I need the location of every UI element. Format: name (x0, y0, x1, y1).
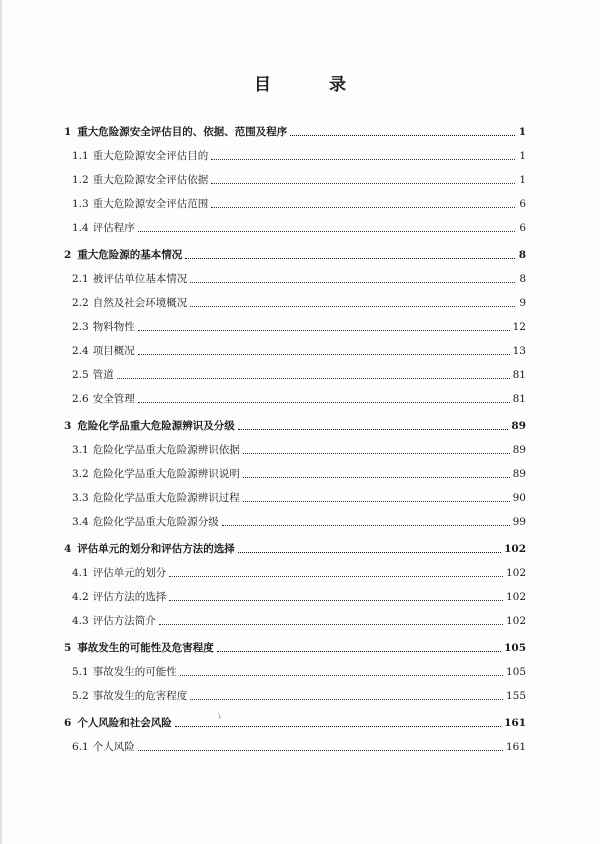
toc-entry-number: 3 (64, 420, 72, 432)
toc-entry-label: 危险化学品重大危险源辨识说明 (92, 468, 240, 480)
toc-entry-label: 重大危险源的基本情况 (77, 249, 183, 261)
toc-entry-label: 危险化学品重大危险源辨识过程 (92, 492, 240, 504)
toc-entry-number: 4.1 (72, 567, 89, 579)
toc-page-number: 161 (504, 717, 526, 729)
toc-dot-leader (180, 675, 503, 676)
toc-section-row (64, 174, 526, 187)
toc-entry-number: 2.4 (72, 345, 89, 357)
toc-entry-number: 2 (64, 249, 72, 261)
toc-page-number: 89 (512, 444, 526, 456)
toc-dot-leader (159, 624, 503, 625)
toc-entry-number: 2.1 (72, 273, 89, 285)
toc-dot-leader (211, 159, 515, 160)
toc-page-number: 8 (519, 273, 526, 285)
toc-page-number: 102 (505, 567, 526, 579)
toc-dot-leader (190, 699, 503, 700)
toc-dot-leader (211, 183, 515, 184)
toc-dot-leader (243, 477, 510, 478)
toc-page-number: 102 (505, 615, 526, 627)
toc-entry-label: 评估程序 (92, 222, 135, 234)
page-title: 目 录 (254, 75, 372, 95)
toc-section-row (64, 567, 526, 580)
toc-entry-number: 3.2 (72, 468, 89, 480)
toc-entry-label: 危险化学品重大危险源分级 (92, 516, 219, 528)
toc-entry-number: 3.3 (72, 492, 89, 504)
toc-dot-leader (190, 306, 515, 307)
toc-entry-number: 2.2 (72, 297, 89, 309)
toc-page-number: 102 (504, 543, 526, 555)
table-of-contents (64, 126, 526, 754)
toc-section-row (64, 741, 526, 754)
toc-dot-leader (211, 207, 515, 208)
toc-page-number: 155 (505, 690, 526, 702)
toc-dot-leader (175, 726, 501, 727)
toc-page-number: 81 (512, 393, 526, 405)
toc-dot-leader (117, 378, 510, 379)
toc-entry-label: 事故发生的可能性 (92, 666, 177, 678)
toc-dot-leader (138, 750, 503, 751)
toc-dot-leader (238, 552, 501, 553)
toc-entry-number: 5 (64, 642, 72, 654)
toc-dot-leader (238, 429, 509, 430)
toc-section-row (64, 615, 526, 628)
toc-page-number: 8 (518, 249, 526, 261)
toc-entry-label: 自然及社会环境概况 (92, 297, 188, 309)
toc-entry-number: 1.3 (72, 198, 89, 210)
toc-entry-number: 4 (64, 543, 72, 555)
toc-dot-leader (138, 402, 510, 403)
toc-entry-label: 个人风险 (92, 741, 135, 753)
toc-chapter-row (64, 420, 526, 433)
toc-entry-number: 6 (64, 717, 72, 729)
toc-entry-label: 事故发生的可能性及危害程度 (77, 642, 214, 654)
toc-dot-leader (222, 525, 510, 526)
toc-section-row (64, 345, 526, 358)
scan-speck-mark: ↘ (214, 710, 225, 721)
toc-entry-number: 3.1 (72, 444, 89, 456)
toc-entry-number: 5.1 (72, 666, 89, 678)
toc-section-row (64, 468, 526, 481)
toc-section-row (64, 150, 526, 163)
toc-dot-leader (190, 282, 515, 283)
toc-entry-label: 重大危险源安全评估目的、依据、范围及程序 (77, 126, 288, 138)
toc-entry-label: 管道 (92, 369, 114, 381)
toc-page-number: 6 (519, 222, 526, 234)
toc-section-row (64, 666, 526, 679)
toc-entry-label: 安全管理 (92, 393, 135, 405)
toc-section-row (64, 690, 526, 703)
toc-entry-label: 危险化学品重大危险源辨识依据 (92, 444, 240, 456)
toc-entry-number: 4.2 (72, 591, 89, 603)
toc-entry-number: 1 (64, 126, 72, 138)
toc-chapter-row (64, 249, 526, 262)
toc-entry-label: 重大危险源安全评估范围 (92, 198, 209, 210)
toc-entry-label: 重大危险源安全评估目的 (92, 150, 209, 162)
toc-entry-number: 6.1 (72, 741, 89, 753)
toc-entry-label: 评估方法简介 (92, 615, 156, 627)
toc-section-row (64, 516, 526, 529)
toc-entry-label: 被评估单位基本情况 (92, 273, 188, 285)
toc-section-row (64, 273, 526, 286)
toc-page-number: 105 (505, 666, 526, 678)
toc-entry-number: 2.5 (72, 369, 89, 381)
toc-entry-label: 事故发生的危害程度 (92, 690, 188, 702)
toc-entry-label: 评估单元的划分和评估方法的选择 (77, 543, 235, 555)
toc-entry-label: 重大危险源安全评估依据 (92, 174, 209, 186)
toc-dot-leader (138, 231, 515, 232)
toc-entry-label: 评估方法的选择 (92, 591, 167, 603)
toc-section-row (64, 492, 526, 505)
toc-page-number: 99 (512, 516, 526, 528)
toc-dot-leader (217, 651, 501, 652)
toc-dot-leader (138, 330, 510, 331)
toc-dot-leader (243, 501, 510, 502)
toc-entry-label: 个人风险和社会风险 (77, 717, 172, 729)
toc-entry-number: 1.2 (72, 174, 89, 186)
toc-entry-label: 物料物性 (92, 321, 135, 333)
toc-dot-leader (243, 453, 510, 454)
toc-entry-label: 危险化学品重大危险源辨识及分级 (77, 420, 235, 432)
toc-dot-leader (169, 576, 503, 577)
toc-dot-leader (185, 258, 515, 259)
toc-section-row (64, 198, 526, 211)
toc-chapter-row (64, 642, 526, 655)
toc-entry-number: 2.6 (72, 393, 89, 405)
toc-entry-number: 5.2 (72, 690, 89, 702)
toc-section-row (64, 321, 526, 334)
toc-section-row (64, 222, 526, 235)
toc-section-row (64, 393, 526, 406)
toc-page-number: 161 (505, 741, 526, 753)
toc-entry-number: 1.4 (72, 222, 89, 234)
toc-page-number: 105 (504, 642, 526, 654)
toc-page-number: 9 (519, 297, 526, 309)
toc-dot-leader (169, 600, 503, 601)
toc-entry-label: 项目概况 (92, 345, 135, 357)
scan-edge-shadow (0, 0, 3, 844)
toc-entry-label: 评估单元的划分 (92, 567, 167, 579)
toc-page-number: 89 (512, 468, 526, 480)
toc-page-number: 102 (505, 591, 526, 603)
toc-page-number: 90 (512, 492, 526, 504)
toc-page-number: 1 (519, 174, 526, 186)
toc-section-row (64, 591, 526, 604)
toc-entry-number: 3.4 (72, 516, 89, 528)
toc-entry-number: 1.1 (72, 150, 89, 162)
toc-section-row (64, 444, 526, 457)
toc-chapter-row (64, 126, 526, 139)
toc-section-row (64, 369, 526, 382)
toc-page-number: 89 (511, 420, 526, 432)
toc-section-row (64, 297, 526, 310)
toc-page-number: 81 (512, 369, 526, 381)
toc-entry-number: 4.3 (72, 615, 89, 627)
toc-chapter-row (64, 543, 526, 556)
toc-entry-number: 2.3 (72, 321, 89, 333)
toc-page-number: 12 (512, 321, 526, 333)
toc-dot-leader (138, 354, 510, 355)
toc-dot-leader (290, 135, 515, 136)
toc-page-number: 13 (512, 345, 526, 357)
toc-page-number: 1 (519, 150, 526, 162)
toc-page-number: 1 (518, 126, 526, 138)
toc-chapter-row (64, 717, 526, 730)
toc-page-number: 6 (519, 198, 526, 210)
